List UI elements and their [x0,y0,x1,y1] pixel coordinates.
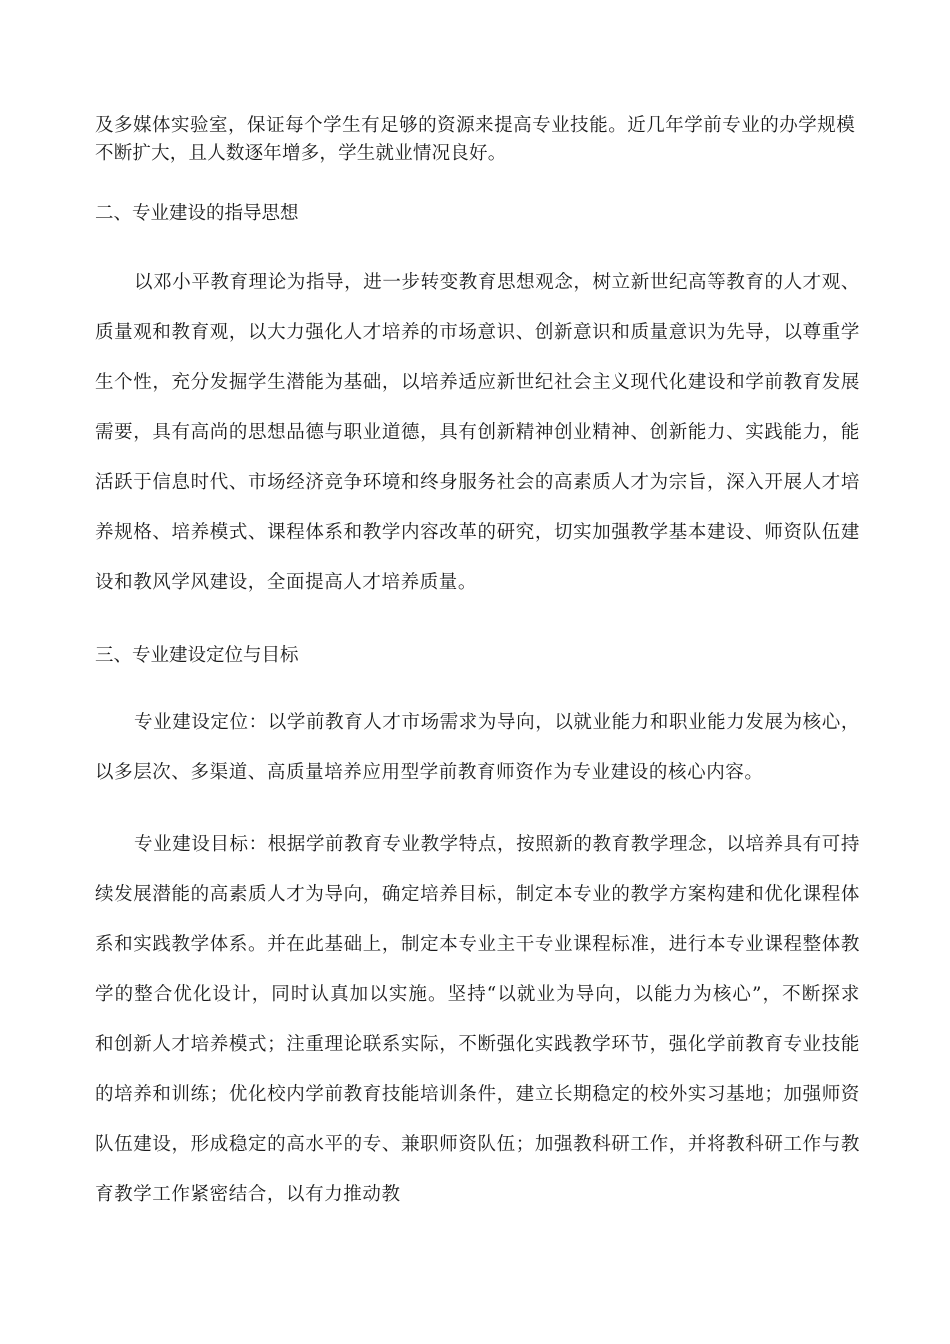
guiding-ideology-paragraph: 以邓小平教育理论为指导，进一步转变教育思想观念，树立新世纪高等教育的人才观、质量观和教育观，以大力强化人才培养的市场意识、创新意识和质量意识为先导，以尊重学生个性，充分发掘学生潜能为基础，以培养适应新世纪社会主义现代化建设和学前教育发展需要，具有高尚的思想品德与职业道德，具有创新精神创业精神、创新能力、实践能力，能活跃于信息时代、市场经济竞争环境和终身服务社会的高素质人才为宗旨，深入开展人才培养规格、培养模式、课程体系和教学内容改革的研究，切实加强教学基本建设、师资队伍建设和教风学风建设，全面提高人才培养质量。 [95,272,860,593]
section-heading-guiding-ideology: 二、专业建设的指导思想 [95,203,299,224]
section-heading-positioning-goals: 三、专业建设定位与目标 [95,645,299,666]
goals-paragraph: 专业建设目标：根据学前教育专业教学特点，按照新的教育教学理念，以培养具有可持续发展潜能的高素质人才为导向，确定培养目标，制定本专业的教学方案构建和优化课程体系和实践教学体系。并在此基础上，制定本专业主干专业课程标准，进行本专业课程整体教学的整合优化设计，同时认真加以实施。坚持“以就业为导向，以能力为核心”，不断探求和创新人才培养模式；注重理论联系实际，不断强化实践教学环节，强化学前教育专业技能的培养和训练；优化校内学前教育技能培训条件，建立长期稳定的校外实习基地；加强师资队伍建设，形成稳定的高水平的专、兼职师资队伍；加强教科研工作，并将教科研工作与教育教学工作紧密结合，以有力推动教 [95,834,860,1205]
intro-paragraph: 及多媒体实验室，保证每个学生有足够的资源来提高专业技能。近几年学前专业的办学规模不断扩大，且人数逐年增多，学生就业情况良好。 [95,115,855,164]
positioning-paragraph: 专业建设定位：以学前教育人才市场需求为导向，以就业能力和职业能力发展为核心，以多层次、多渠道、高质量培养应用型学前教育师资作为专业建设的核心内容。 [95,712,860,783]
